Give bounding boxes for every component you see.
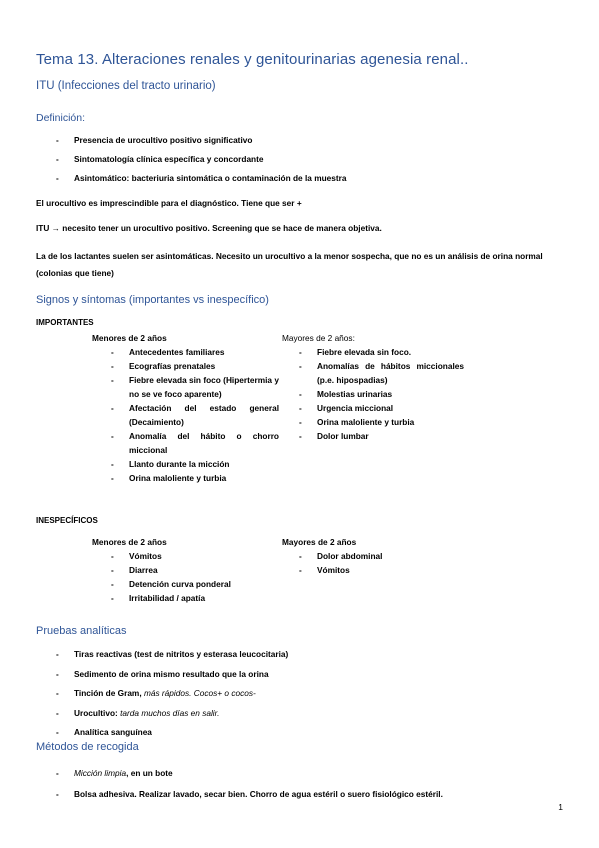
list-item: - Molestias urinarias — [317, 387, 464, 401]
paragraph-lactantes-1: La de los lactantes suelen ser asintomáticas. Necesito un urocultivo a la menor sospecha, que no es un análisis de orina normal — [36, 251, 543, 261]
list-item: - Anomalía del hábito o chorro miccional — [129, 429, 279, 457]
column-heading: Menores de 2 años — [92, 333, 167, 343]
section-heading-itu: ITU (Infecciones del tracto urinario) — [36, 80, 216, 92]
importantes-mayores-column — [282, 331, 464, 443]
item-text: , en un bote — [126, 768, 173, 778]
column-heading: Menores de 2 años — [92, 537, 167, 547]
signos-heading: Signos y síntomas (importantes vs inespecífico) — [36, 294, 269, 306]
list-item: - Diarrea — [129, 563, 279, 577]
list-item: - Llanto durante la micción — [129, 457, 279, 471]
pruebas-list — [74, 645, 288, 743]
metodos-heading: Métodos de recogida — [36, 741, 139, 753]
item-text: Tiras reactivas (test de nitritos y esterasa leucocitaria) — [74, 649, 289, 659]
list-item: - Afectación del estado general (Decaimiento) — [129, 401, 279, 429]
list-item: - Orina maloliente y turbia — [317, 415, 464, 429]
document-title: Tema 13. Alteraciones renales y genitourinarias agenesia renal.. — [36, 51, 469, 68]
pruebas-heading: Pruebas analíticas — [36, 625, 127, 637]
paragraph-itu: ITU → necesito tener un urocultivo positivo. Screening que se hace de manera objetiva. — [36, 223, 382, 233]
list-item — [74, 704, 288, 724]
list-item: - Irritabilidad / apatía — [129, 591, 279, 605]
list-item — [74, 684, 288, 704]
inespecificos-menores-column — [92, 535, 279, 605]
list-item: - Bolsa adhesiva. Realizar lavado, secar bien. Chorro de agua estéril o suero fisiológico estéril. — [74, 784, 443, 805]
list-item: - Detención curva ponderal — [129, 577, 279, 591]
list-item: - Vómitos — [129, 549, 279, 563]
metodos-list — [74, 763, 443, 805]
column-heading: Mayores de 2 años — [282, 537, 357, 547]
list-item: - Dolor abdominal — [317, 549, 464, 563]
item-text: Tinción de Gram, — [74, 688, 144, 698]
definicion-list — [74, 131, 346, 188]
list-item: - Presencia de urocultivo positivo significativo — [74, 131, 346, 150]
item-text: Urocultivo: — [74, 707, 121, 718]
list-item — [74, 763, 443, 784]
list-item: - Fiebre elevada sin foco (Hipertermia y no se ve foco aparente) — [129, 373, 279, 401]
importantes-menores-column — [92, 331, 279, 485]
list-item: - Sintomatología clínica específica y concordante — [74, 150, 346, 169]
list-item: - Vómitos — [317, 563, 464, 577]
list-item: - Dolor lumbar — [317, 429, 464, 443]
list-item: - Antecedentes familiares — [129, 345, 279, 359]
importantes-label: IMPORTANTES — [36, 318, 94, 327]
list-item: - Fiebre elevada sin foco. — [317, 345, 464, 359]
list-item: - Orina maloliente y turbia — [129, 471, 279, 485]
item-text: Analítica sanguínea — [74, 727, 152, 737]
inespecificos-label: INESPECÍFICOS — [36, 516, 98, 525]
list-item: - Anomalías de hábitos miccionales (p.e. hipospadias) — [317, 359, 464, 387]
column-heading: Mayores de 2 años: — [282, 333, 355, 343]
list-item: - Urgencia miccional — [317, 401, 464, 415]
list-item — [74, 665, 288, 685]
list-item — [74, 645, 288, 665]
definicion-heading: Definición: — [36, 112, 86, 124]
page-number: 1 — [558, 802, 563, 812]
item-text: Sedimento de orina mismo resultado que la orina — [74, 668, 269, 679]
paragraph-lactantes-2: (colonias que tiene) — [36, 268, 114, 278]
paragraph-urocultivo: El urocultivo es imprescindible para el diagnóstico. Tiene que ser + — [36, 198, 302, 208]
item-note: tarda muchos días en salir. — [120, 707, 220, 718]
inespecificos-mayores-column — [282, 535, 464, 577]
item-note: Micción limpia — [74, 768, 127, 778]
list-item — [74, 723, 288, 743]
item-note: más rápidos. Cocos+ o cocos- — [143, 688, 256, 698]
list-item: - Asintomático: bacteriuria sintomática o contaminación de la muestra — [74, 169, 346, 188]
list-item: - Ecografías prenatales — [129, 359, 279, 373]
